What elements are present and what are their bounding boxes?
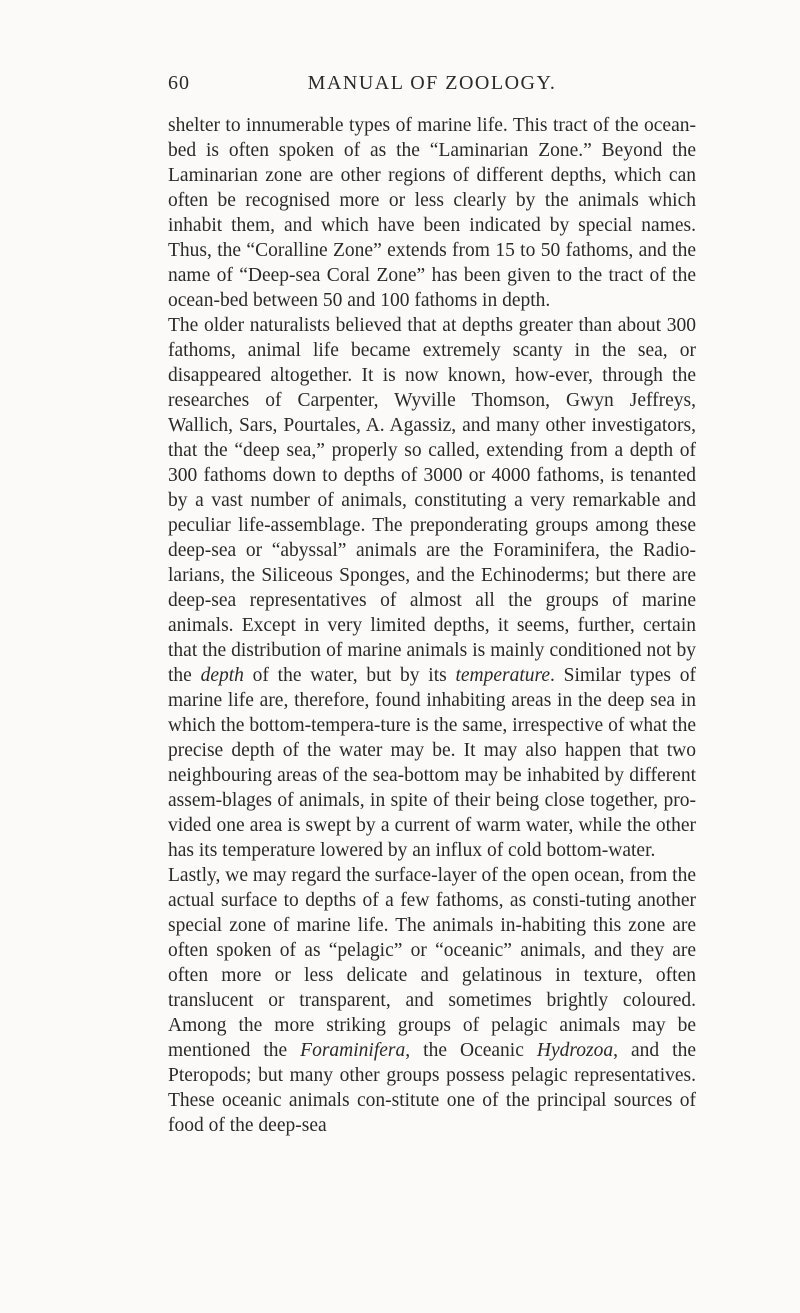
- body-text: [168, 113, 696, 1138]
- paragraph: [168, 113, 696, 313]
- italic-text: Hydrozoa: [536, 1040, 614, 1061]
- running-head: MANUAL OF ZOOLOGY.: [307, 72, 557, 94]
- paragraph: [168, 863, 696, 1138]
- text-run: Lastly, we may regard the surface-layer of the open ocean, from the actual surface to depths of a few fathoms, as consti-tuting another special zone of marine life. The animals in-habiting this zone are often spoken of as “pelagic” or “oceanic” animals, and they are often more or less delicate and gelatinous in texture, often translucent or transparent, and sometimes brightly coloured. Among the more striking groups of pelagic animals may be mentioned the: [168, 865, 696, 1061]
- italic-text: temperature: [455, 665, 551, 686]
- text-run: , the Oceanic: [405, 1040, 537, 1061]
- text-run: shelter to innumerable types of marine life. This tract of the ocean-bed is often spoken of as the “Laminarian Zone.” Beyond the Laminarian zone are other regions of different depths, which can often be recognised more or less clearly by the animals which inhabit them, and which have been indicated by special names. Thus, the “Coralline Zone” extends from 15 to 50 fathoms, and the name of “Deep-sea Coral Zone” has been given to the tract of the ocean-bed between 50 and 100 fathoms in depth.: [168, 115, 696, 311]
- page-header: [168, 72, 696, 102]
- italic-text: depth: [200, 665, 244, 686]
- text-run: of the water, but by its: [243, 665, 456, 686]
- paragraph: [168, 313, 696, 863]
- text-run: . Similar types of marine life are, therefore, found inhabiting areas in the deep sea in which the bottom-tempera-ture is the same, irrespective of what the precise depth of the water may be. It may also happen that two neighbouring areas of the sea-bottom may be inhabited by different assem-blages of animals, in spite of their being close together, pro-vided one area is swept by a current of warm water, while the other has its temperature lowered by an influx of cold bottom-water.: [168, 665, 696, 861]
- text-run: , and the Pteropods; but many other groups possess pelagic representatives. These oceanic animals con-stitute one of the principal sources of food of the deep-sea: [168, 1040, 696, 1136]
- page-number: 60: [168, 72, 190, 94]
- italic-text: Foraminifera: [300, 1040, 406, 1061]
- text-run: The older naturalists believed that at depths greater than about 300 fathoms, animal life became extremely scanty in the sea, or disappeared altogether. It is now known, how-ever, through the researches of Carpenter, Wyville Thomson, Gwyn Jeffreys, Wallich, Sars, Pourtales, A. Agassiz, and many other investigators, that the “deep sea,” properly so called, extending from a depth of 300 fathoms down to depths of 3000 or 4000 fathoms, is tenanted by a vast number of animals, constituting a very remarkable and peculiar life-assemblage. The preponderating groups among these deep-sea or “abyssal” animals are the Foraminifera, the Radio-larians, the Siliceous Sponges, and the Echinoderms; but there are deep-sea representatives of almost all the groups of marine animals. Except in very limited depths, it seems, further, certain that the distribution of marine animals is mainly conditioned not by the: [168, 315, 696, 686]
